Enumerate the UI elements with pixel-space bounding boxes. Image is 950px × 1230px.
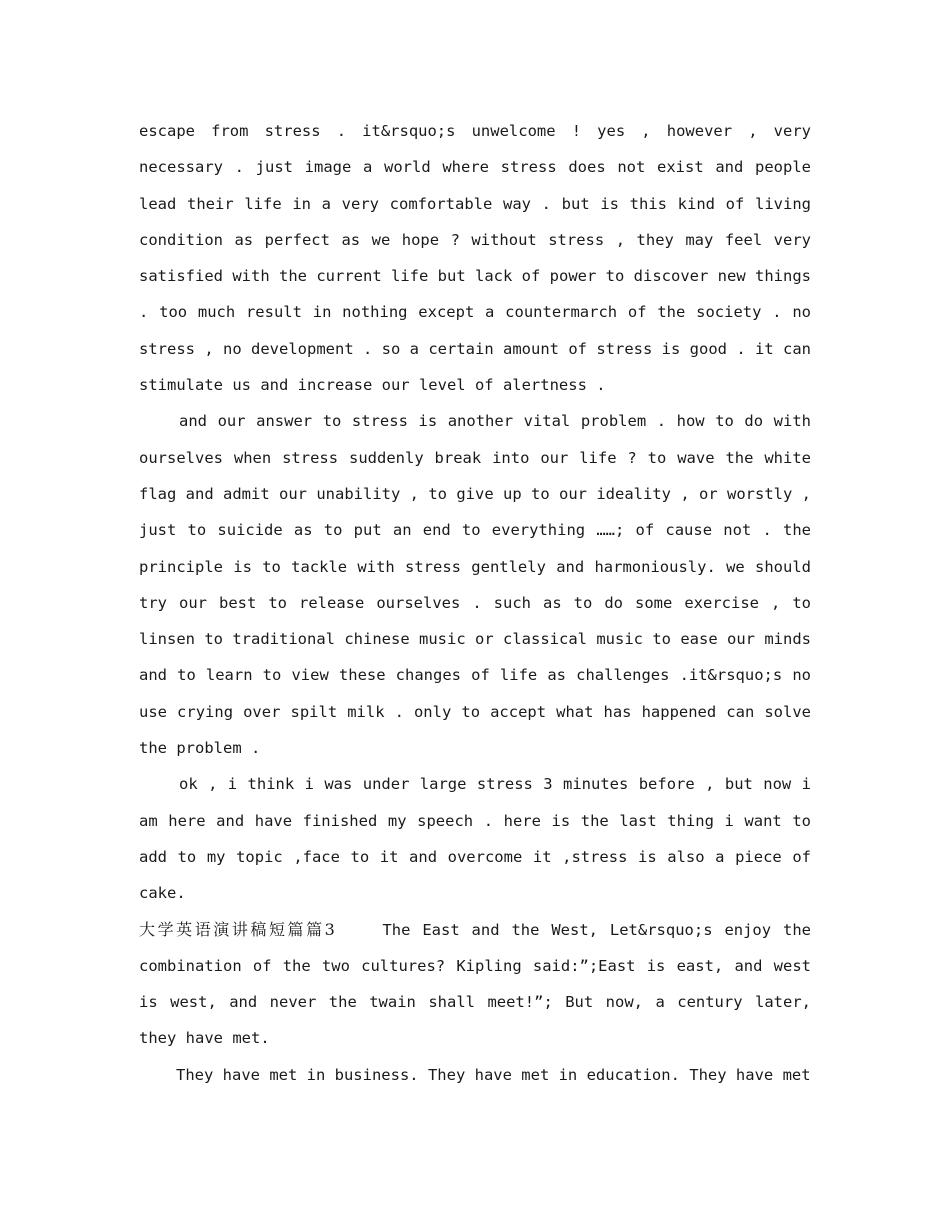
paragraph-they-have-met: They have met in business. They have met in education. They have met [176, 1065, 811, 1084]
paragraph-east-and-west [139, 912, 821, 1057]
paragraph-answer-to-stress: and our answer to stress is another vital problem . how to do with ourselves when stress suddenly break into our life ? to wave the white flag and admit our unability , to give up to our ideality , or worstly , just to suicide as to put an end to everything ……; of cause not . the principle is to tackle with stress gentlely and harmoniously. we should try our best to release ourselves . such as to do some exercise , to linsen to traditional chinese music or classical music to ease our minds and to learn to view these changes of life as challenges .it&rsquo;s no use crying over spilt milk . only to accept what has happened can solve the problem . [139, 412, 811, 758]
paragraph-east-west-text: The East and the West, Let&rsquo;s enjoy the combination of the two cultures? Kipling said:”;East is east, and west is west, and never the twain shall meet!”; But now, a century later, they have met. [139, 920, 821, 1048]
section-heading: 大学英语演讲稿短篇篇3 [139, 919, 335, 939]
document-body [139, 113, 821, 1093]
paragraph-stress-necessary: escape from stress . it&rsquo;s unwelcome ! yes , however , very necessary . just image a world where stress does not exist and people lead their life in a very comfortable way . but is this kind of living condition as perfect as we hope ? without stress , they may feel very satisfied with the current life but lack of power to discover new things . too much result in nothing except a countermarch of the society . no stress , no development . so a certain amount of stress is good . it can stimulate us and increase our level of alertness . [139, 122, 811, 395]
paragraph-speech-conclusion: ok , i think i was under large stress 3 minutes before , but now i am here and have finished my speech . here is the last thing i want to add to my topic ,face to it and overcome it ,stress is also a piece of cake. [139, 775, 811, 903]
